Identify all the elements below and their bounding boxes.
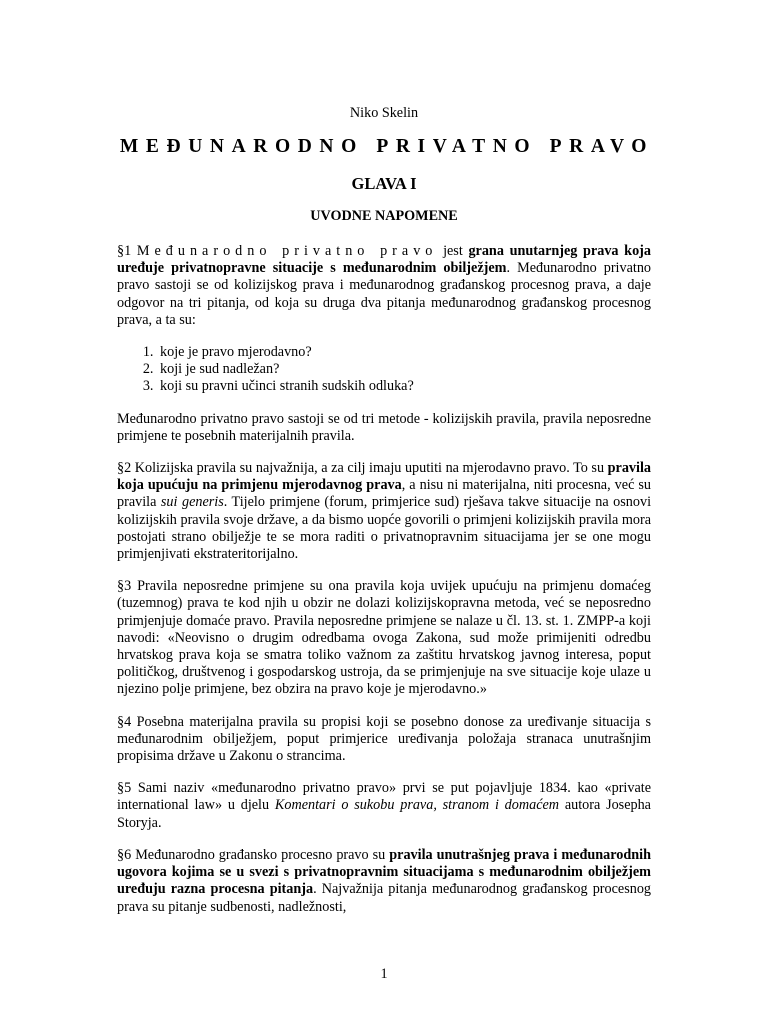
text-run: Međunarodno privatno pravo sastoji se od tri metode - kolizijskih pravila, pravila neposredne primjene te posebnih materijalnih pravila. <box>117 410 651 444</box>
chapter-heading: GLAVA I <box>351 174 417 193</box>
text-run: Međunarodno privatno pravo <box>136 243 438 259</box>
text-run: §3 Pravila neposredne primjene su ona pravila koja uvijek upućuju na primjenu domaćeg (tuzemnog) prava te kod njih u obzir ne dolazi kolizijskopravna metoda, već se neposredno primjenjuje domaće pravo. Pravila neposredne primjene se nalaze u čl. 13. st. 1. ZMPP-a koji navodi: «Neovisno o drugim odredbama ovoga Zakona, sud može primijeniti odredbu hrvatskog prava koja se smatra toliko važnom za zaštitu hrvatskog javnog interesa, poput političkog, društvenog i gospodarskog ustroja, da se primjenjuje na sve situacije koje ulaze u njezino polje primjene, bez obzira na pravo koje je mjerodavno.» <box>117 578 651 698</box>
list-item: 2. koji je sud nadležan? <box>157 361 651 378</box>
text-run: jest <box>437 243 469 259</box>
document-title: MEĐUNARODNO PRIVATNO PRAVO <box>119 136 655 157</box>
text-run: §1 <box>117 243 137 259</box>
paragraph <box>117 411 651 445</box>
text-run: §5 Sami naziv «međunarodno privatno pravo» prvi se put pojavljuje 1834. kao «private international law» u djelu <box>117 780 651 814</box>
text-run: §2 Kolizijska pravila su najvažnija, a za cilj imaju uputiti na mjerodavno pravo. To su <box>117 460 608 477</box>
text-run: autora Josepha Storyja. <box>117 797 651 831</box>
italic-text: sui generis <box>160 494 224 511</box>
text-run: . Tijelo primjene (forum, primjerice sud) rješava takve situacije na osnovi kolizijskih pravila svoje države, a da bismo uopće govorili o primjeni kolizijskih pravila mora postojati strano obilježje te se mora raditi o privatnopravnim situacijama jer se one mogu primjenjivati ekstrateritorijalno. <box>117 494 652 563</box>
bold-text: grana unutarnjeg prava koja uređuje privatnopravne situacije s međunarodnim obilježjem <box>117 243 651 277</box>
text-run: §4 Posebna materijalna pravila su propisi koji se posebno donose za uređivanje situacija s međunarodnim obilježjem, poput primjerice uređivanja položaja stranaca unutrašnjim propisima države u Zakonu o strancima. <box>117 713 651 765</box>
text-run: . Najvažnija pitanja međunarodnog građanskog procesnog prava su pitanje sudbenosti, nadležnosti, <box>117 881 652 915</box>
section-heading: UVODNE NAPOMENE <box>310 208 458 224</box>
list-item: 3. koji su pravni učinci stranih sudskih odluka? <box>157 378 651 395</box>
paragraph <box>117 714 651 766</box>
bold-text: pravila koja upućuju na primjenu mjerodavnog prava <box>117 460 651 494</box>
numbered-list <box>117 344 651 396</box>
author-name: Niko Skelin <box>349 105 419 121</box>
paragraph <box>117 460 651 563</box>
list-item: 1. koje je pravo mjerodavno? <box>157 344 651 361</box>
text-run: . Međunarodno privatno pravo sastoji se od kolizijskog prava i međunarodnog građanskog procesnog prava, a daje odgovor na tri pitanja, od koja su druga dva pitanja međunarodnog građanskog procesnog prava, a ta su: <box>117 260 652 328</box>
paragraph <box>117 780 651 832</box>
document-body <box>117 243 651 931</box>
paragraph <box>117 578 651 698</box>
page-number: 1 <box>380 966 388 982</box>
italic-text: Komentari o sukobu prava, stranom i domaćem <box>274 797 560 814</box>
text-run: §6 Međunarodno građansko procesno pravo su <box>117 846 390 863</box>
paragraph <box>117 243 651 329</box>
paragraph <box>117 847 651 916</box>
bold-text: pravila unutrašnjeg prava i međunarodnih ugovora kojima se u svezi s privatnopravnim situacijama s međunarodnim obilježjem uređuju razna procesna pitanja <box>117 846 651 898</box>
text-run: , a nisu ni materijalna, niti procesna, već su pravila <box>117 477 651 511</box>
